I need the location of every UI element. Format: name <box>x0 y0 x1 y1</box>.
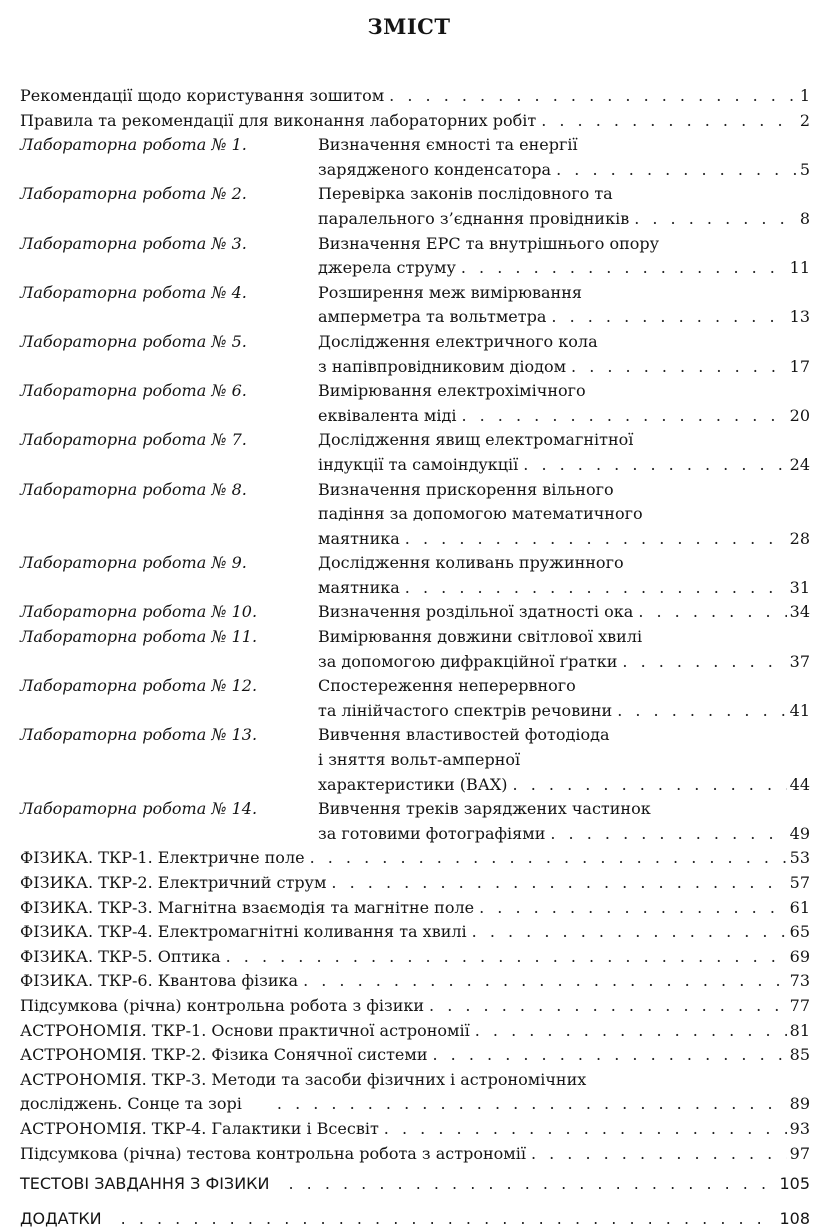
lab-label: Лабораторна робота № 3. <box>20 233 247 253</box>
dot-leader <box>384 1117 787 1142</box>
toc-entry-recommendations[interactable] <box>20 84 810 109</box>
toc-entry-page: 81 <box>789 1020 810 1040</box>
toc-entry-title: Підсумкова (річна) контрольна робота з фізики <box>20 995 425 1015</box>
toc-entry-physics-tkr-6[interactable] <box>20 969 810 994</box>
dot-leader <box>479 896 787 921</box>
toc-entry-title: ФІЗИКА. ТКР-5. Оптика <box>20 946 221 966</box>
lab-title-line: Визначення прискорення вільного <box>318 479 614 499</box>
toc-entry-astronomy-tkr-2[interactable] <box>20 1043 810 1068</box>
dot-leader <box>277 1092 787 1117</box>
lab-title-line: та лінійчастого спектрів речовини <box>318 700 613 720</box>
toc-entry-lab-10[interactable] <box>20 600 810 625</box>
lab-label: Лабораторна робота № 1. <box>20 135 247 155</box>
toc-entry-lab-14[interactable] <box>20 797 810 846</box>
dot-leader <box>571 355 787 380</box>
dot-leader <box>429 994 787 1019</box>
dot-leader <box>556 158 797 183</box>
lab-title-line: Визначення ємності та енергії <box>318 135 578 155</box>
toc-entry-lab-8[interactable] <box>20 478 810 552</box>
toc-entry-page: 73 <box>789 971 810 991</box>
toc-entry-page: 44 <box>789 774 810 794</box>
toc-entry-page: 13 <box>789 307 810 327</box>
dot-leader <box>513 773 787 798</box>
toc-entry-lab-11[interactable] <box>20 625 810 674</box>
toc-entry-physics-tkr-4[interactable] <box>20 920 810 945</box>
toc-entry-title: ТЕСТОВІ ЗАВДАННЯ З ФІЗИКИ <box>20 1174 270 1194</box>
dot-leader <box>331 871 786 896</box>
toc-entry-physics-tkr-1[interactable] <box>20 846 810 871</box>
lab-title-line: Спостереження неперервного <box>318 676 576 696</box>
dot-leader <box>461 256 787 281</box>
toc-entry-title: АСТРОНОМІЯ. ТКР-1. Основи практичної астрономії <box>20 1020 470 1040</box>
lab-title-line: еквівалента міді <box>318 405 457 425</box>
toc-entry-physics-final[interactable] <box>20 994 810 1019</box>
toc-entry-astronomy-tkr-1[interactable] <box>20 1019 810 1044</box>
toc-entry-lab-1[interactable] <box>20 133 810 182</box>
lab-title-line: амперметра та вольтметра <box>318 307 547 327</box>
toc-entry-title: ДОДАТКИ <box>20 1208 102 1228</box>
dot-leader <box>541 109 797 134</box>
toc-entry-page: 57 <box>789 873 810 892</box>
toc-entry-lab-9[interactable] <box>20 551 810 600</box>
dot-leader <box>531 1142 787 1167</box>
toc-entry-physics-tkr-5[interactable] <box>20 945 810 970</box>
toc-entry-title: ФІЗИКА. ТКР-1. Електричне поле <box>20 848 305 868</box>
lab-label: Лабораторна робота № 2. <box>20 184 247 204</box>
toc-entry-page: 93 <box>789 1118 810 1138</box>
lab-label: Лабораторна робота № 5. <box>20 331 247 351</box>
lab-title-line: і зняття вольт-амперної <box>318 750 521 770</box>
lab-title-line: за готовими фотографіями <box>318 823 546 843</box>
toc-entry-lab-12[interactable] <box>20 674 810 723</box>
dot-leader <box>226 945 787 970</box>
lab-title-line: падіння за допомогою математичного <box>318 504 643 524</box>
toc-entry-appendices[interactable] <box>20 1207 810 1231</box>
toc-entry-page: 34 <box>789 602 810 622</box>
lab-label: Лабораторна робота № 13. <box>20 725 258 745</box>
dot-leader <box>523 453 786 478</box>
toc-entry-page: 1 <box>799 86 810 105</box>
dot-leader <box>288 1172 776 1197</box>
toc-entry-page: 89 <box>789 1094 810 1114</box>
toc-entry-physics-tkr-3[interactable] <box>20 896 810 921</box>
toc-entry-page: 31 <box>789 577 810 597</box>
toc-entry-title: Правила та рекомендації для виконання лабораторних робіт <box>20 110 537 130</box>
toc-entry-page: 85 <box>789 1045 810 1065</box>
lab-title-line: зарядженого конденсатора <box>318 159 552 179</box>
lab-title-line: маятника <box>318 577 400 597</box>
toc-entry-page: 37 <box>789 651 810 671</box>
toc-entry-astronomy-tkr-4[interactable] <box>20 1117 810 1142</box>
lab-title-line: Перевірка законів послідовного та <box>318 184 613 204</box>
toc-entry-page: 97 <box>789 1143 810 1163</box>
toc-entry-lab-3[interactable] <box>20 232 810 281</box>
toc-entry-lab-13[interactable] <box>20 723 810 797</box>
toc-entry-page: 20 <box>789 405 810 425</box>
dot-leader <box>617 699 786 724</box>
toc-entry-page: 17 <box>789 356 810 376</box>
lab-title-line: Вимірювання електрохімічного <box>318 381 586 401</box>
dot-leader <box>121 1207 777 1231</box>
lab-label: Лабораторна робота № 10. <box>20 602 258 622</box>
toc-entry-page: 49 <box>789 823 810 843</box>
dot-leader <box>433 1043 787 1068</box>
lab-title-line: індукції та самоіндукції <box>318 454 519 474</box>
dot-leader <box>461 404 786 429</box>
dot-leader <box>405 576 787 601</box>
lab-title-line: Дослідження електричного кола <box>318 331 598 351</box>
lab-title-line: Вивчення властивостей фотодіода <box>318 725 610 745</box>
dot-leader <box>638 600 786 625</box>
lab-title-line: за допомогою дифракційної ґратки <box>318 651 618 671</box>
lab-title-line: Визначення ЕРС та внутрішнього опору <box>318 233 660 253</box>
toc-entry-title: Підсумкова (річна) тестова контрольна робота з астрономії <box>20 1143 526 1163</box>
toc-entry-page: 77 <box>789 995 810 1015</box>
toc-entry-title: ФІЗИКА. ТКР-4. Електромагнітні коливання та хвилі <box>20 922 467 942</box>
lab-title-line: маятника <box>318 528 400 548</box>
toc-entry-title-line: АСТРОНОМІЯ. ТКР-3. Методи та засоби фізичних і астрономічних <box>20 1069 587 1089</box>
lab-title-line: з напівпровідниковим діодом <box>318 356 567 376</box>
lab-label: Лабораторна робота № 9. <box>20 553 247 573</box>
dot-leader <box>389 84 797 109</box>
dot-leader <box>622 650 786 675</box>
toc-entry-title: ФІЗИКА. ТКР-6. Квантова фізика <box>20 971 299 991</box>
dot-leader <box>475 1019 787 1044</box>
lab-label: Лабораторна робота № 6. <box>20 381 247 401</box>
toc-entry-page: 5 <box>799 159 810 179</box>
toc-entry-page: 105 <box>779 1174 810 1194</box>
toc-entry-page: 28 <box>789 528 810 548</box>
toc-entry-page: 69 <box>789 946 810 966</box>
lab-title-line: Визначення роздільної здатності ока <box>318 602 634 622</box>
lab-title-line: Вимірювання довжини світлової хвилі <box>318 627 643 647</box>
toc-entry-title: АСТРОНОМІЯ. ТКР-4. Галактики і Всесвіт <box>20 1118 379 1138</box>
lab-title-line: Вивчення треків заряджених частинок <box>318 799 651 819</box>
toc-entry-lab-rules[interactable] <box>20 109 810 134</box>
lab-label: Лабораторна робота № 8. <box>20 479 247 499</box>
toc-entry-page: 41 <box>789 700 810 720</box>
toc-entry-page: 53 <box>789 848 810 868</box>
toc-entry-title-line: досліджень. Сонце та зорі <box>20 1094 242 1114</box>
table-of-contents <box>20 84 810 1231</box>
toc-entry-physics-test-tasks[interactable] <box>20 1172 810 1197</box>
dot-leader <box>550 822 786 847</box>
toc-entry-page: 11 <box>789 258 810 278</box>
dot-leader <box>551 305 786 330</box>
toc-entry-lab-6[interactable] <box>20 379 810 428</box>
toc-entry-astronomy-tkr-3[interactable] <box>20 1068 810 1117</box>
toc-entry-lab-5[interactable] <box>20 330 810 379</box>
lab-label: Лабораторна робота № 12. <box>20 676 258 696</box>
toc-entry-lab-2[interactable] <box>20 182 810 231</box>
lab-title-line: Дослідження коливань пружинного <box>318 553 624 573</box>
lab-label: Лабораторна робота № 11. <box>20 627 258 647</box>
lab-label: Лабораторна робота № 14. <box>20 799 258 819</box>
toc-entry-lab-7[interactable] <box>20 428 810 477</box>
toc-entry-title: ФІЗИКА. ТКР-3. Магнітна взаємодія та магнітне поле <box>20 897 475 917</box>
lab-label: Лабораторна робота № 7. <box>20 430 247 450</box>
dot-leader <box>472 920 787 945</box>
toc-entry-lab-4[interactable] <box>20 281 810 330</box>
lab-title-line: джерела струму <box>318 258 456 278</box>
toc-entry-page: 108 <box>779 1208 810 1228</box>
lab-label: Лабораторна робота № 4. <box>20 282 247 302</box>
toc-entry-physics-tkr-2[interactable] <box>20 871 810 896</box>
toc-entry-page: 24 <box>789 454 810 474</box>
toc-entry-page: 2 <box>799 110 810 130</box>
toc-entry-page: 8 <box>799 208 810 228</box>
lab-title-line: Дослідження явищ електромагнітної <box>318 430 634 450</box>
toc-entry-astronomy-final[interactable] <box>20 1142 810 1167</box>
toc-entry-page: 65 <box>789 922 810 942</box>
dot-leader <box>634 207 797 232</box>
dot-leader <box>405 527 787 552</box>
lab-title-line: паралельного з’єднання провідників <box>318 208 630 228</box>
dot-leader <box>310 846 787 871</box>
toc-entry-page: 61 <box>789 897 810 917</box>
toc-entry-title: АСТРОНОМІЯ. ТКР-2. Фізика Сонячної системи <box>20 1045 428 1065</box>
lab-title-line: характеристики (ВАХ) <box>318 774 508 794</box>
toc-entry-title: Рекомендації щодо користування зошитом <box>20 86 385 105</box>
page-title: ЗМІСТ <box>367 14 451 39</box>
lab-title-line: Розширення меж вимірювання <box>318 282 582 302</box>
dot-leader <box>303 969 787 994</box>
toc-entry-title: ФІЗИКА. ТКР-2. Електричний струм <box>20 873 327 892</box>
